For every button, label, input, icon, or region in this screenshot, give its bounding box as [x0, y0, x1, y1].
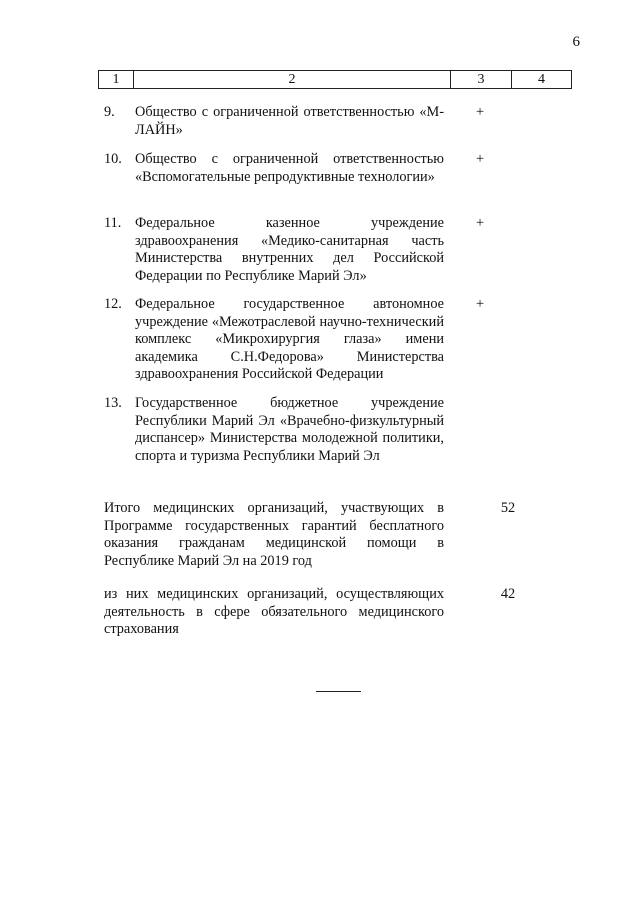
total-organizations-text: Итого медицинских организаций, участвующих в Программе государственных гарантий бесплатного оказания гражданам медицинской помощи в Республике Марий Эл на 2019 год — [104, 500, 444, 569]
entry-number: 10. — [104, 151, 122, 167]
column-header-3: 3 — [451, 71, 512, 89]
entry-name: Общество с ограниченной ответственностью «Вспомогательные репродуктивные технологии» — [135, 151, 444, 185]
column-header-2: 2 — [134, 71, 451, 89]
oms-organizations-count: 42 — [500, 586, 516, 602]
entry-number: 11. — [104, 215, 122, 231]
entry-number: 12. — [104, 296, 122, 312]
end-of-document-rule — [316, 691, 361, 692]
entry-name: Федеральное государственное автономное учреждение «Межотраслевой научно-технический комплекс «Микрохирургия глаза» имени академика С.Н.Федорова» Министерства здравоохранения Российской Федерации — [135, 296, 444, 383]
entry-mark: + — [475, 296, 485, 312]
column-header-row — [99, 71, 572, 89]
column-header-1: 1 — [99, 71, 134, 89]
column-header-table — [98, 70, 572, 89]
entry-name: Государственное бюджетное учреждение Республики Марий Эл «Врачебно-физкультурный диспансер» Министерства молодежной политики, спорта и туризма Республики Марий Эл — [135, 395, 444, 464]
total-organizations-count: 52 — [500, 500, 516, 516]
entry-number: 9. — [104, 104, 115, 120]
entry-name: Федеральное казенное учреждение здравоохранения «Медико-санитарная часть Министерства внутренних дел Российской Федерации по Республике Марий Эл» — [135, 215, 444, 284]
entry-name: Общество с ограниченной ответственностью «М-ЛАЙН» — [135, 104, 444, 138]
page-number: 6 — [572, 34, 580, 50]
entry-mark: + — [475, 104, 485, 120]
column-header-4: 4 — [512, 71, 572, 89]
entry-mark: + — [475, 215, 485, 231]
entry-number: 13. — [104, 395, 122, 411]
oms-organizations-text: из них медицинских организаций, осуществляющих деятельность в сфере обязательного медицинского страхования — [104, 586, 444, 638]
entry-mark: + — [475, 151, 485, 167]
